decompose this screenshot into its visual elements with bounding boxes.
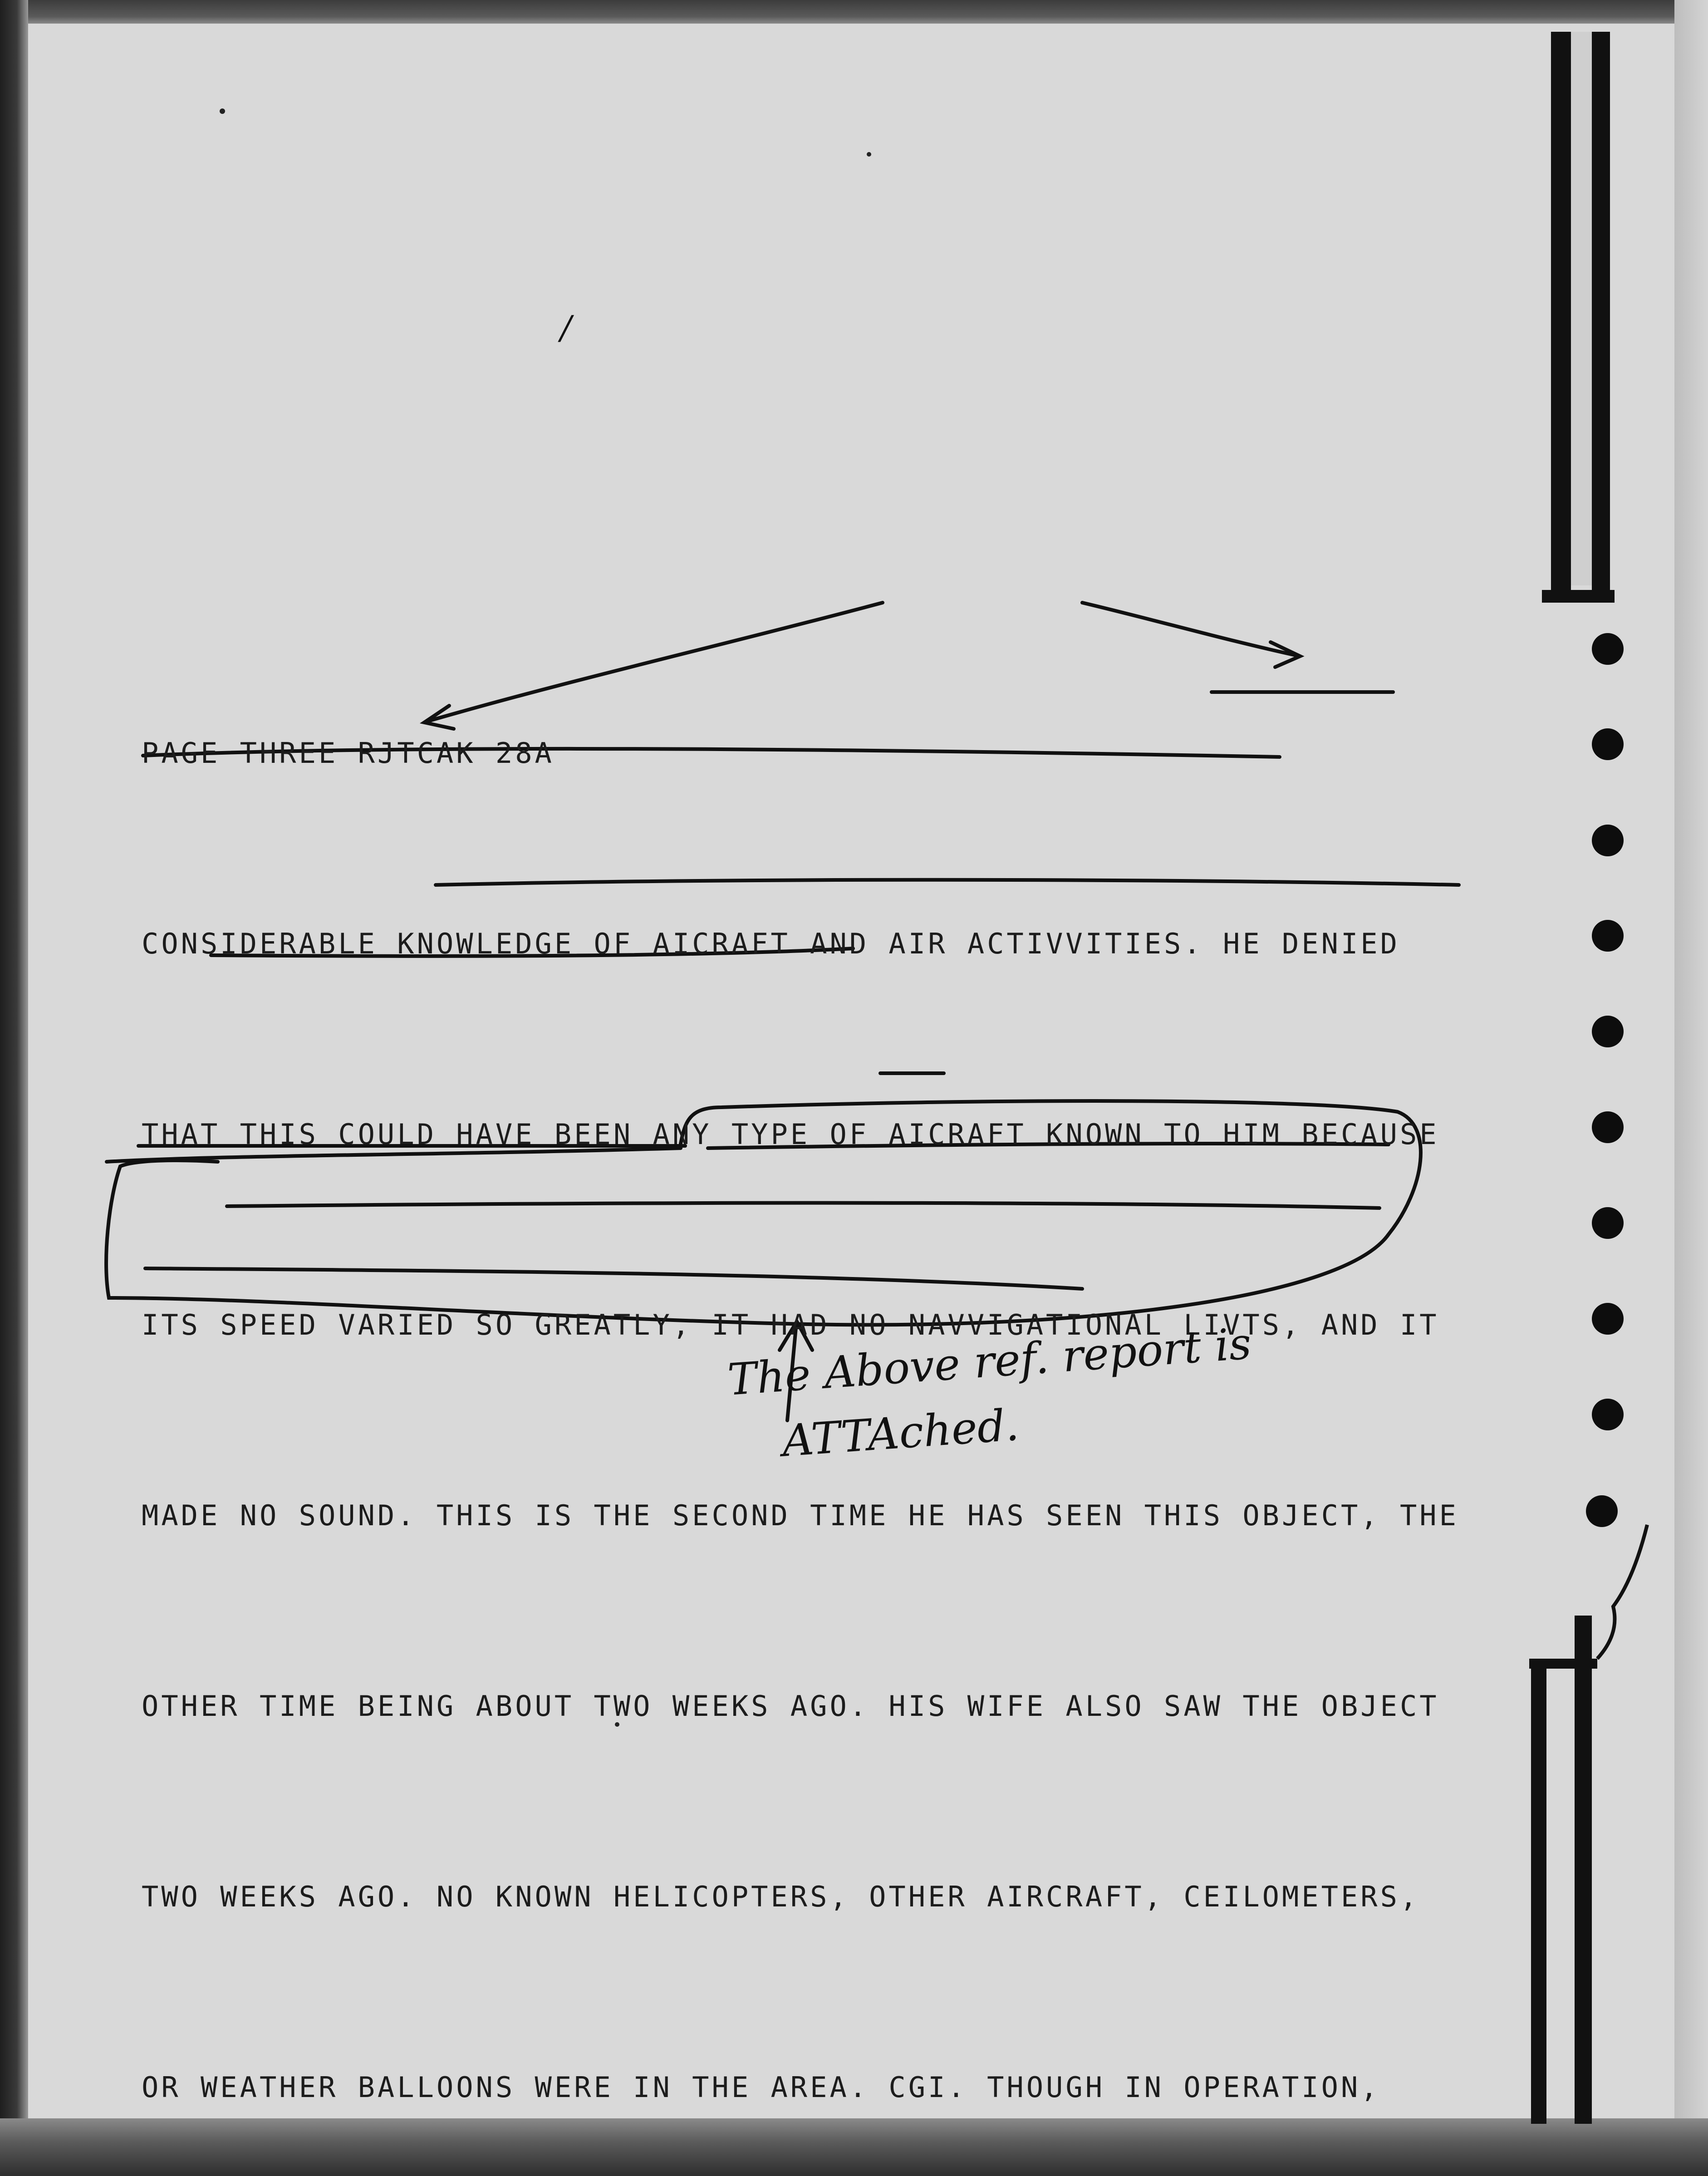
- message-line: MADE NO SOUND. THIS IS THE SECOND TIME HE HAS SEEN THIS OBJECT, THE: [142, 1499, 1459, 1532]
- message-line: TWO WEEKS AGO. NO KNOWN HELICOPTERS, OTHER AIRCRAFT, CEILOMETERS,: [142, 1880, 1420, 1913]
- margin-mark: /: [560, 309, 572, 347]
- message-line: THAT THIS COULD HAVE BEEN ANY TYPE OF AICRAFT KNOWN TO HIM BECAUSE: [142, 1118, 1439, 1151]
- message-line: CONSIDERABLE KNOWLEDGE OF AICRAFT AND AIR ACTIVVITIES. HE DENIED: [142, 927, 1400, 960]
- binder-bracket-top: [1542, 32, 1615, 603]
- punch-holes: [1586, 633, 1624, 1527]
- handwritten-note-line-1: The Above ref. report is: [726, 1318, 1253, 1405]
- binder-bracket-bottom: [1529, 1525, 1647, 2124]
- message-line: OTHER TIME BEING ABOUT TWO WEEKS AGO. HIS WIFE ALSO SAW THE OBJECT: [142, 1690, 1439, 1723]
- message-line: PAGE THREE RJTCAK 28A: [142, 737, 555, 770]
- message-line: ITS SPEED VARIED SO GREATLY, IT HAD NO NAVVIGATIONAL LIVTS, AND IT: [142, 1308, 1439, 1341]
- handwritten-note-line-2: ATTAched.: [780, 1399, 1021, 1467]
- message-line: OR WEATHER BALLOONS WERE IN THE AREA. CGI. THOUGH IN OPERATION,: [142, 2071, 1380, 2104]
